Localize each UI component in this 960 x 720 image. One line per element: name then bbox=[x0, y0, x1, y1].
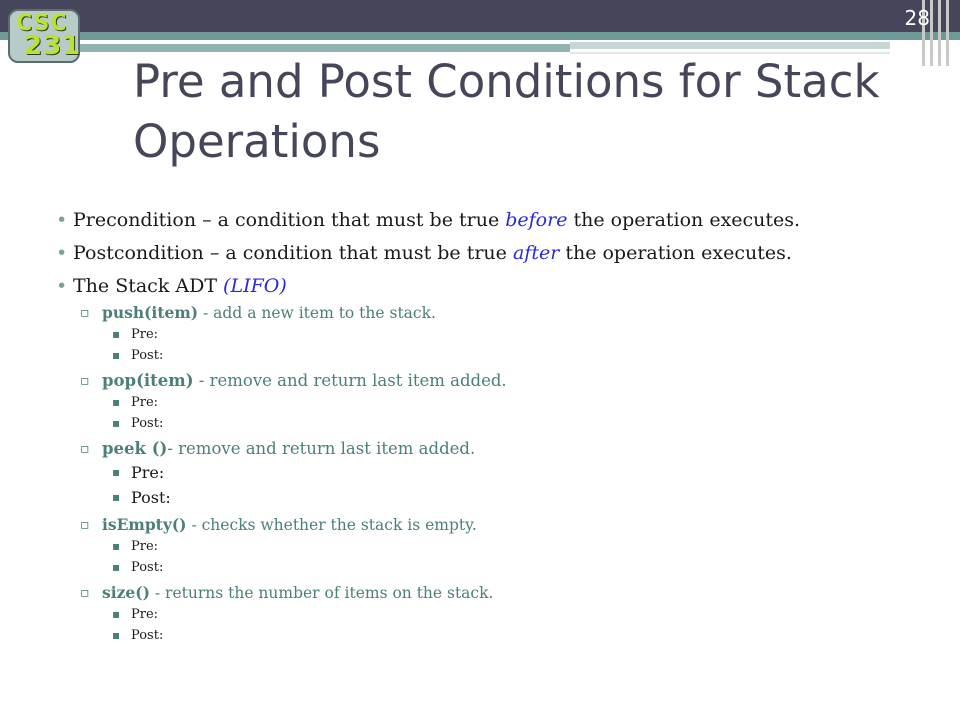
sub-bullet: ▫ bbox=[80, 373, 90, 389]
operation-isempty bbox=[50, 515, 930, 535]
pre-label: Pre: bbox=[131, 539, 159, 554]
operation-push bbox=[50, 303, 930, 323]
pre-label: Pre: bbox=[131, 395, 159, 410]
operation-name: push(item) bbox=[102, 303, 199, 322]
emphasis-text: after bbox=[512, 242, 560, 264]
slide-number: 28 bbox=[904, 6, 930, 30]
bullet-dot: • bbox=[56, 275, 68, 297]
sub-sub-bullet: ▪ bbox=[112, 348, 121, 362]
accent-stripe bbox=[0, 32, 960, 40]
sub-sub-bullet: ▪ bbox=[112, 395, 121, 409]
sub-sub-bullet: ▪ bbox=[112, 465, 121, 479]
operation-desc: - checks whether the stack is empty. bbox=[186, 516, 477, 534]
operation-post bbox=[50, 486, 930, 509]
course-logo bbox=[8, 9, 80, 63]
sub-bullet: ▫ bbox=[80, 305, 90, 321]
sub-sub-bullet: ▪ bbox=[112, 539, 121, 553]
operation-post bbox=[50, 346, 930, 365]
slide-title: Pre and Post Conditions for Stack Operations bbox=[133, 55, 880, 168]
operation-post bbox=[50, 626, 930, 645]
operation-size bbox=[50, 583, 930, 603]
operation-desc: - add a new item to the stack. bbox=[198, 304, 436, 322]
operation-name: pop(item) bbox=[102, 371, 194, 390]
operation-post bbox=[50, 414, 930, 433]
bullet-text: the operation executes. bbox=[559, 242, 792, 264]
bullet-text: The Stack ADT bbox=[73, 275, 224, 297]
operation-desc: - returns the number of items on the stack. bbox=[149, 584, 494, 602]
sub-sub-bullet: ▪ bbox=[112, 628, 121, 642]
sub-sub-bullet: ▪ bbox=[112, 490, 121, 504]
operation-pre bbox=[50, 537, 930, 556]
operation-pre bbox=[50, 325, 930, 344]
header-bar bbox=[0, 0, 960, 32]
logo-line-2: 231 bbox=[24, 31, 82, 61]
post-label: Post: bbox=[131, 560, 164, 575]
bullet-precondition bbox=[50, 210, 930, 231]
operation-post bbox=[50, 558, 930, 577]
accent-stripe-light bbox=[70, 44, 570, 52]
operation-peek bbox=[50, 439, 930, 459]
sub-sub-bullet: ▪ bbox=[112, 607, 121, 621]
sub-bullet: ▫ bbox=[80, 585, 90, 601]
operation-pre bbox=[50, 461, 930, 484]
sub-bullet: ▫ bbox=[80, 517, 90, 533]
sub-sub-bullet: ▪ bbox=[112, 327, 121, 341]
bullet-dot: • bbox=[56, 242, 68, 264]
operation-desc: - remove and return last item added. bbox=[193, 371, 507, 390]
sub-sub-bullet: ▪ bbox=[112, 416, 121, 430]
post-label: Post: bbox=[131, 348, 164, 363]
pre-label: Pre: bbox=[131, 607, 159, 622]
accent-stripe-light-right bbox=[570, 42, 890, 49]
operation-pre bbox=[50, 605, 930, 624]
bullet-stack-adt bbox=[50, 276, 930, 297]
post-label: Post: bbox=[131, 416, 164, 431]
bullet-text: Precondition – a condition that must be true bbox=[73, 209, 506, 231]
post-label: Post: bbox=[131, 488, 171, 507]
bullet-dot: • bbox=[56, 209, 68, 231]
sub-sub-bullet: ▪ bbox=[112, 560, 121, 574]
bullet-text: Postcondition – a condition that must be true bbox=[73, 242, 513, 264]
pre-label: Pre: bbox=[131, 463, 165, 482]
operation-name: size() bbox=[102, 583, 150, 602]
pre-label: Pre: bbox=[131, 327, 159, 342]
slide-content bbox=[50, 210, 930, 645]
bullet-text: the operation executes. bbox=[567, 209, 801, 231]
operation-name: isEmpty() bbox=[102, 515, 187, 534]
operation-pop bbox=[50, 371, 930, 391]
operation-desc: - remove and return last item added. bbox=[167, 439, 476, 458]
bullet-postcondition bbox=[50, 243, 930, 264]
post-label: Post: bbox=[131, 628, 164, 643]
emphasis-text: (LIFO) bbox=[223, 275, 287, 297]
sub-bullet: ▫ bbox=[80, 441, 90, 457]
emphasis-text: before bbox=[505, 209, 568, 231]
logo-line-1: CSC bbox=[16, 11, 68, 36]
operation-pre bbox=[50, 393, 930, 412]
operation-name: peek () bbox=[102, 439, 168, 458]
